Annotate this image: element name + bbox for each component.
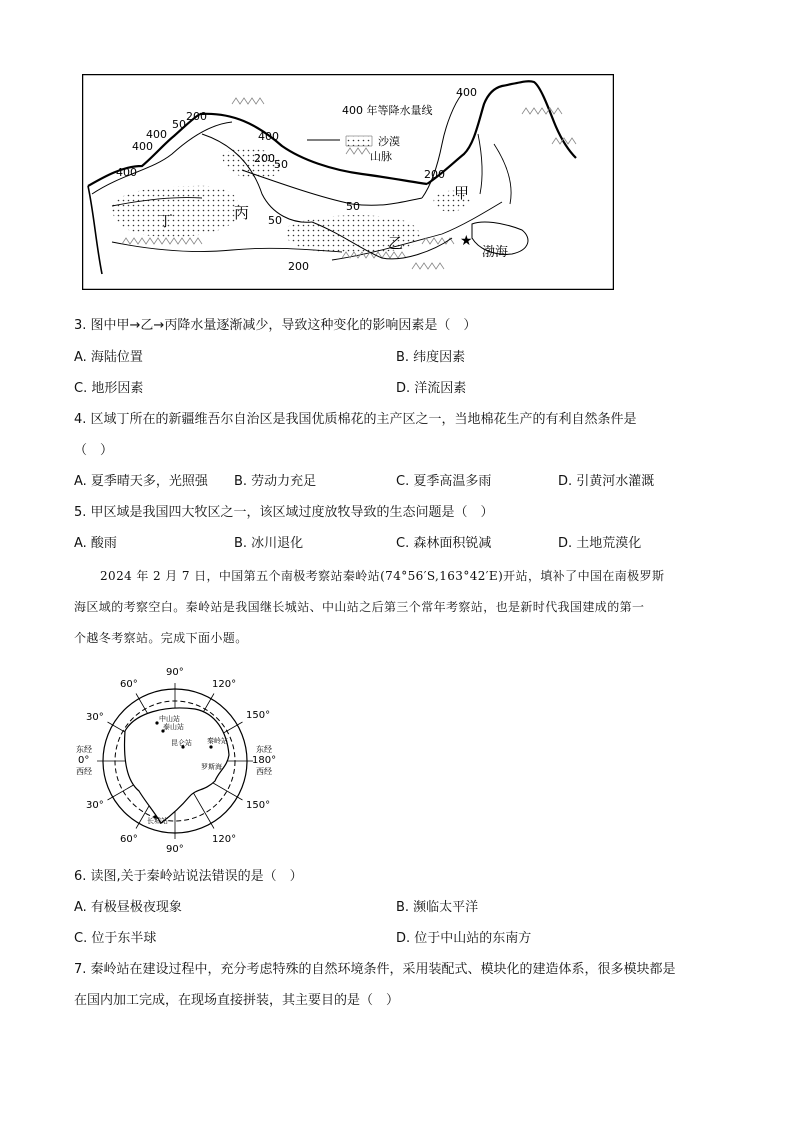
contour-label: 200 <box>254 152 275 165</box>
lon-label: 30° <box>86 712 104 723</box>
east-label-right: 东经 <box>256 745 272 754</box>
contour-label: 50 <box>172 118 186 131</box>
contour-label: 50 <box>268 214 282 227</box>
q6-option-c[interactable]: C. 位于东半球 <box>74 931 157 946</box>
lon-label: 150° <box>246 800 271 811</box>
q5-option-b[interactable]: B. 冰川退化 <box>234 536 304 551</box>
q3-option-a[interactable]: A. 海陆位置 <box>74 350 143 365</box>
antarctica-map-svg <box>72 664 282 856</box>
legend-mountain: 山脉 <box>370 150 392 163</box>
q5-option-c[interactable]: C. 森林面积锐减 <box>396 536 492 551</box>
q3-option-d[interactable]: D. 洋流因素 <box>396 381 467 396</box>
passage-line-2: 海区域的考察空白。秦岭站是我国继长城站、中山站之后第三个常年考察站，也是新时代我国建成的第一 <box>74 600 645 614</box>
region-ding: 丁 <box>158 212 174 230</box>
q7-line-2: 在国内加工完成，在现场直接拼装，其主要目的是（ ） <box>74 993 400 1008</box>
q6-stem: 6. 读图,关于秦岭站说法错误的是（ ） <box>74 869 303 884</box>
q6-option-d[interactable]: D. 位于中山站的东南方 <box>396 931 532 946</box>
bohai-label: 渤海 <box>482 245 509 260</box>
q7-line-1: 7. 秦岭站在建设过程中，充分考虑特殊的自然环境条件，采用装配式、模块化的建造体系，很多模块都是 <box>74 962 676 977</box>
region-bing: 丙 <box>234 204 250 222</box>
contour-label: 50 <box>274 158 288 171</box>
legend-isohyet: 400 年等降水量线 <box>342 104 433 117</box>
lon-label: 150° <box>246 710 271 721</box>
lon-label: 120° <box>212 679 237 690</box>
antimeridian-label: 180° <box>252 755 277 766</box>
precipitation-map-svg <box>82 74 614 290</box>
lon-label: 90° <box>166 667 184 678</box>
passage-line-3: 个越冬考察站。完成下面小题。 <box>74 631 248 645</box>
region-jia: 甲 <box>454 184 470 202</box>
antarctica-map <box>72 664 282 856</box>
region-yi: 乙 <box>388 234 404 252</box>
passage-line-1: 2024 年 2 月 7 日，中国第五个南极考察站秦岭站(74°56′S,163°42′E)开站，填补了中国在南极罗斯 <box>100 569 665 583</box>
q5-stem: 5. 甲区域是我国四大牧区之一，该区域过度放牧导致的生态问题是（ ） <box>74 505 494 520</box>
lon-label: 60° <box>120 679 138 690</box>
lon-label: 60° <box>120 834 138 845</box>
legend-desert: 沙漠 <box>378 135 400 148</box>
kunlun-station-label: 昆仑站 <box>171 739 192 747</box>
ross-sea-label: 罗斯海 <box>201 763 222 771</box>
contour-label: 200 <box>424 168 445 181</box>
q4-option-d[interactable]: D. 引黄河水灌溉 <box>558 474 655 489</box>
changcheng-station-label: 长城站 <box>147 817 168 825</box>
contour-label: 400 <box>456 86 477 99</box>
qinling-station-label: 秦岭站 <box>207 737 228 745</box>
q3-option-b[interactable]: B. 纬度因素 <box>396 350 466 365</box>
q3-option-c[interactable]: C. 地形因素 <box>74 381 144 396</box>
capital-star: ★ <box>460 233 473 249</box>
precipitation-map <box>82 74 614 290</box>
q4-paren: （ ） <box>74 443 114 458</box>
contour-label: 400 <box>146 128 167 141</box>
q5-option-a[interactable]: A. 酸雨 <box>74 536 117 551</box>
q5-option-d[interactable]: D. 土地荒漠化 <box>558 536 642 551</box>
contour-label: 400 <box>258 130 279 143</box>
legend-desert-swatch <box>346 136 372 146</box>
west-label-left: 西经 <box>76 767 92 776</box>
q4-option-c[interactable]: C. 夏季高温多雨 <box>396 474 492 489</box>
q4-option-a[interactable]: A. 夏季晴天多，光照强 <box>74 474 208 489</box>
lon-label: 90° <box>166 844 184 855</box>
contour-label: 200 <box>186 110 207 123</box>
east-label-left: 东经 <box>76 745 92 754</box>
contour-label: 50 <box>346 200 360 213</box>
q4-option-b[interactable]: B. 劳动力充足 <box>234 474 317 489</box>
q6-option-a[interactable]: A. 有极昼极夜现象 <box>74 900 182 915</box>
contour-label: 200 <box>288 260 309 273</box>
q6-option-b[interactable]: B. 濒临太平洋 <box>396 900 479 915</box>
lon-label: 30° <box>86 800 104 811</box>
q3-stem: 3. 图中甲→乙→丙降水量逐渐减少，导致这种变化的影响因素是（ ） <box>74 318 477 333</box>
taishan-station-label: 泰山站 <box>163 723 184 731</box>
lon-label: 120° <box>212 834 237 845</box>
west-label-right: 西经 <box>256 767 272 776</box>
contour-label: 400 <box>132 140 153 153</box>
zero-meridian-label: 0° <box>78 755 90 766</box>
q4-stem: 4. 区域丁所在的新疆维吾尔自治区是我国优质棉花的主产区之一，当地棉花生产的有利自然条件是 <box>74 412 637 427</box>
zhongshan-station-label: 中山站 <box>159 715 180 723</box>
contour-label: 400 <box>116 166 137 179</box>
